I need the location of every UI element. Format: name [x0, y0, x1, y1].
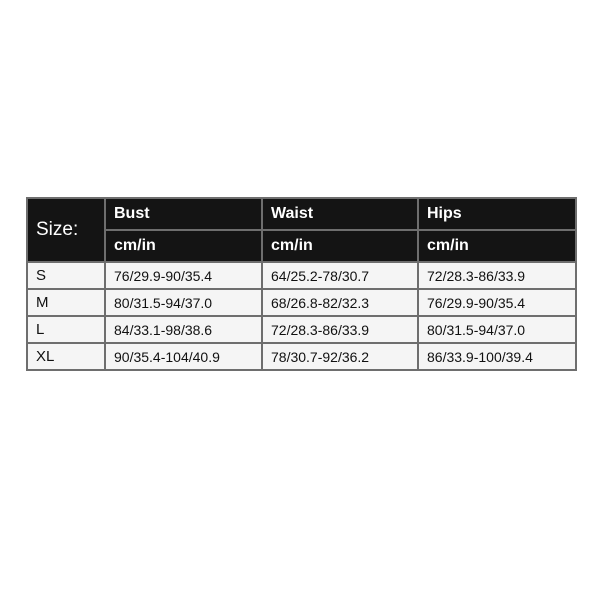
bust-cell: 76/29.9-90/35.4 [105, 262, 262, 289]
bust-unit-header: cm/in [105, 230, 262, 262]
bust-column-header: Bust [105, 198, 262, 230]
hips-unit-header: cm/in [418, 230, 576, 262]
waist-column-header: Waist [262, 198, 418, 230]
size-chart-table [26, 197, 577, 371]
table-row [27, 316, 576, 343]
bust-cell: 84/33.1-98/38.6 [105, 316, 262, 343]
size-cell: L [27, 316, 105, 343]
waist-cell: 78/30.7-92/36.2 [262, 343, 418, 370]
hips-cell: 80/31.5-94/37.0 [418, 316, 576, 343]
hips-cell: 86/33.9-100/39.4 [418, 343, 576, 370]
table-header [27, 198, 576, 262]
hips-cell: 76/29.9-90/35.4 [418, 289, 576, 316]
waist-unit-header: cm/in [262, 230, 418, 262]
size-cell: XL [27, 343, 105, 370]
waist-cell: 72/28.3-86/33.9 [262, 316, 418, 343]
table-row [27, 262, 576, 289]
header-row-measurements [27, 198, 576, 230]
bust-cell: 80/31.5-94/37.0 [105, 289, 262, 316]
size-column-header: Size: [27, 198, 105, 262]
header-row-units [27, 230, 576, 262]
size-cell: M [27, 289, 105, 316]
size-cell: S [27, 262, 105, 289]
bust-cell: 90/35.4-104/40.9 [105, 343, 262, 370]
waist-cell: 64/25.2-78/30.7 [262, 262, 418, 289]
table-row [27, 289, 576, 316]
waist-cell: 68/26.8-82/32.3 [262, 289, 418, 316]
hips-cell: 72/28.3-86/33.9 [418, 262, 576, 289]
hips-column-header: Hips [418, 198, 576, 230]
table-row [27, 343, 576, 370]
table-body [27, 262, 576, 370]
